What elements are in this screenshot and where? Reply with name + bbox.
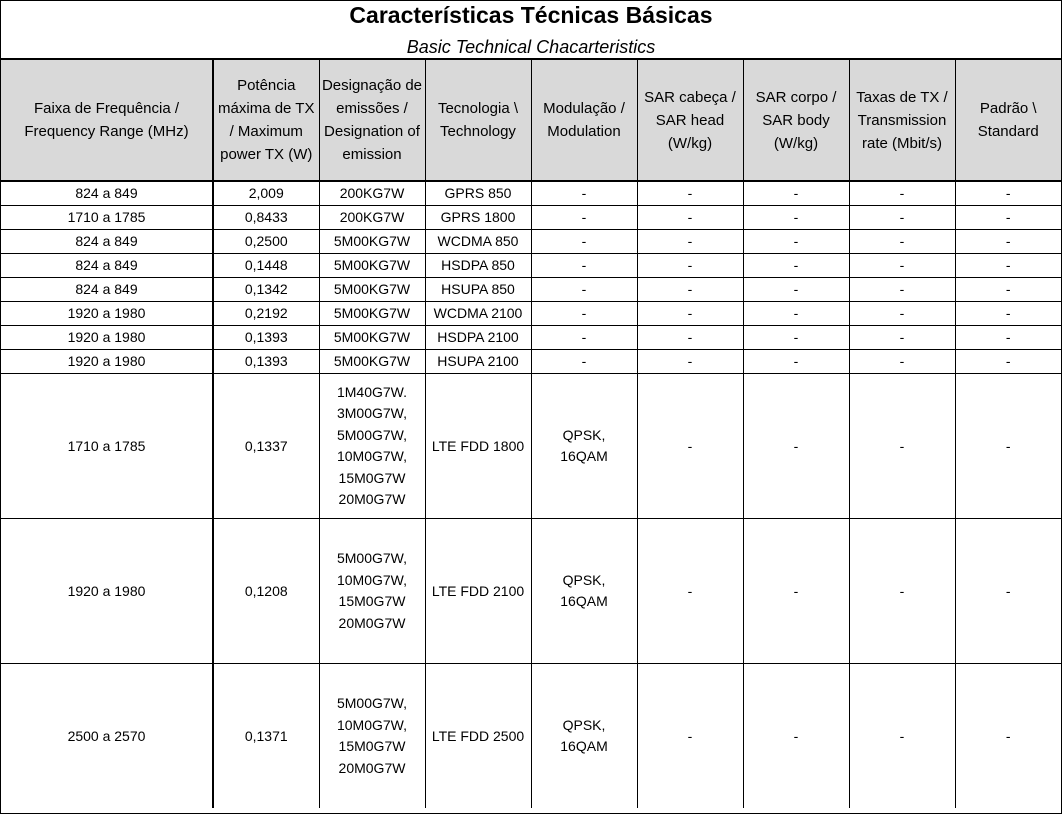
header-standard: Padrão \ Standard bbox=[955, 60, 1061, 181]
technology-cell: WCDMA 850 bbox=[425, 230, 531, 254]
emission-designation-cell: 5M00KG7W bbox=[319, 254, 425, 278]
modulation-cell bbox=[531, 664, 637, 809]
max-power-cell: 0,1208 bbox=[213, 519, 319, 664]
frequency-range-cell: 824 a 849 bbox=[1, 278, 213, 302]
sar-head-cell: - bbox=[637, 664, 743, 809]
technology-cell: HSUPA 2100 bbox=[425, 350, 531, 374]
standard-cell: - bbox=[955, 350, 1061, 374]
modulation-cell: - bbox=[531, 206, 637, 230]
transmission-rate-cell: - bbox=[849, 519, 955, 664]
standard-cell: - bbox=[955, 230, 1061, 254]
emission-designation-cell: 200KG7W bbox=[319, 181, 425, 206]
transmission-rate-cell: - bbox=[849, 230, 955, 254]
max-power-cell: 0,1393 bbox=[213, 326, 319, 350]
page-subtitle: Basic Technical Chacarteristics bbox=[1, 31, 1061, 60]
transmission-rate-cell: - bbox=[849, 302, 955, 326]
page-title: Características Técnicas Básicas bbox=[349, 2, 713, 28]
frequency-range-cell: 1920 a 1980 bbox=[1, 302, 213, 326]
cell-line: 15M0G7W bbox=[338, 469, 406, 486]
max-power-cell: 0,8433 bbox=[213, 206, 319, 230]
emission-designation-cell bbox=[319, 519, 425, 664]
emission-designation-cell: 5M00KG7W bbox=[319, 302, 425, 326]
table-row bbox=[1, 519, 1061, 664]
characteristics-table bbox=[1, 60, 1061, 808]
sar-head-cell: - bbox=[637, 326, 743, 350]
sar-body-cell: - bbox=[743, 230, 849, 254]
sar-head-cell: - bbox=[637, 350, 743, 374]
standard-cell: - bbox=[955, 278, 1061, 302]
modulation-cell: - bbox=[531, 230, 637, 254]
sar-body-cell: - bbox=[743, 374, 849, 519]
cell-line: QPSK, bbox=[562, 717, 606, 733]
cell-line: 15M0G7W bbox=[338, 738, 406, 754]
sar-body-cell: - bbox=[743, 350, 849, 374]
header-technology: Tecnologia \ Technology bbox=[425, 60, 531, 181]
frequency-range-cell: 824 a 849 bbox=[1, 230, 213, 254]
transmission-rate-cell: - bbox=[849, 374, 955, 519]
cell-line: 5M00G7W, bbox=[336, 550, 408, 566]
standard-cell: - bbox=[955, 206, 1061, 230]
max-power-cell: 0,1448 bbox=[213, 254, 319, 278]
table-row bbox=[1, 230, 1061, 254]
transmission-rate-cell: - bbox=[849, 326, 955, 350]
frequency-range-cell: 1920 a 1980 bbox=[1, 350, 213, 374]
cell-line: 10M0G7W, bbox=[336, 716, 408, 733]
transmission-rate-cell: - bbox=[849, 664, 955, 809]
sar-head-cell: - bbox=[637, 230, 743, 254]
sar-body-cell: - bbox=[743, 254, 849, 278]
sar-head-cell: - bbox=[637, 374, 743, 519]
max-power-cell: 0,1337 bbox=[213, 374, 319, 519]
frequency-range-cell: 1920 a 1980 bbox=[1, 326, 213, 350]
sar-head-cell: - bbox=[637, 206, 743, 230]
table-row bbox=[1, 302, 1061, 326]
technology-cell: GPRS 1800 bbox=[425, 206, 531, 230]
emission-designation-cell: 5M00KG7W bbox=[319, 278, 425, 302]
table-row bbox=[1, 326, 1061, 350]
modulation-cell: - bbox=[531, 326, 637, 350]
cell-line: 16QAM bbox=[560, 448, 608, 464]
standard-cell: - bbox=[955, 254, 1061, 278]
modulation-cell: - bbox=[531, 278, 637, 302]
cell-line: 15M0G7W bbox=[338, 593, 406, 609]
header-sar-body: SAR corpo / SAR body (W/kg) bbox=[743, 60, 849, 181]
cell-line: 20M0G7W bbox=[338, 614, 406, 631]
table-row bbox=[1, 374, 1061, 519]
transmission-rate-cell: - bbox=[849, 254, 955, 278]
standard-cell: - bbox=[955, 374, 1061, 519]
table-row bbox=[1, 181, 1061, 206]
technology-cell: LTE FDD 2100 bbox=[425, 519, 531, 664]
header-transmission-rate: Taxas de TX / Transmission rate (Mbit/s) bbox=[849, 60, 955, 181]
standard-cell: - bbox=[955, 302, 1061, 326]
emission-designation-cell: 200KG7W bbox=[319, 206, 425, 230]
table-row bbox=[1, 278, 1061, 302]
emission-designation-cell: 5M00KG7W bbox=[319, 350, 425, 374]
technology-cell: LTE FDD 1800 bbox=[425, 374, 531, 519]
cell-line: 16QAM bbox=[560, 593, 608, 609]
sar-head-cell: - bbox=[637, 181, 743, 206]
frequency-range-cell: 824 a 849 bbox=[1, 181, 213, 206]
technology-cell: LTE FDD 2500 bbox=[425, 664, 531, 809]
technology-cell: GPRS 850 bbox=[425, 181, 531, 206]
header-row bbox=[1, 60, 1061, 181]
max-power-cell: 0,2192 bbox=[213, 302, 319, 326]
cell-line: QPSK, bbox=[562, 427, 606, 443]
sar-body-cell: - bbox=[743, 181, 849, 206]
max-power-cell: 0,2500 bbox=[213, 230, 319, 254]
emission-designation-cell bbox=[319, 374, 425, 519]
max-power-cell: 2,009 bbox=[213, 181, 319, 206]
technology-cell: HSUPA 850 bbox=[425, 278, 531, 302]
sar-head-cell: - bbox=[637, 302, 743, 326]
sar-body-cell: - bbox=[743, 326, 849, 350]
transmission-rate-cell: - bbox=[849, 278, 955, 302]
header-emission-designation: Designação de emissões / Designation of emission bbox=[319, 60, 425, 181]
cell-line: QPSK, bbox=[562, 572, 606, 588]
cell-line: 10M0G7W, bbox=[336, 571, 408, 588]
table-row bbox=[1, 254, 1061, 278]
cell-line: 20M0G7W bbox=[338, 491, 406, 507]
transmission-rate-cell: - bbox=[849, 181, 955, 206]
frequency-range-cell: 2500 a 2570 bbox=[1, 664, 213, 809]
modulation-cell: - bbox=[531, 181, 637, 206]
technology-cell: HSDPA 2100 bbox=[425, 326, 531, 350]
sar-head-cell: - bbox=[637, 278, 743, 302]
sar-body-cell: - bbox=[743, 278, 849, 302]
header-frequency-range: Faixa de Frequência / Frequency Range (MHz) bbox=[1, 60, 213, 181]
technology-cell: HSDPA 850 bbox=[425, 254, 531, 278]
header-modulation: Modulação / Modulation bbox=[531, 60, 637, 181]
header-sar-head: SAR cabeça / SAR head (W/kg) bbox=[637, 60, 743, 181]
modulation-cell: - bbox=[531, 254, 637, 278]
table-row bbox=[1, 664, 1061, 809]
sar-body-cell: - bbox=[743, 206, 849, 230]
cell-line: 5M00G7W, bbox=[336, 426, 408, 443]
emission-designation-cell bbox=[319, 664, 425, 809]
frequency-range-cell: 1710 a 1785 bbox=[1, 374, 213, 519]
standard-cell: - bbox=[955, 519, 1061, 664]
max-power-cell: 0,1371 bbox=[213, 664, 319, 809]
standard-cell: - bbox=[955, 326, 1061, 350]
header-max-power: Potência máxima de TX / Maximum power TX (W) bbox=[213, 60, 319, 181]
modulation-cell: - bbox=[531, 350, 637, 374]
frequency-range-cell: 1710 a 1785 bbox=[1, 206, 213, 230]
table-row bbox=[1, 350, 1061, 374]
standard-cell: - bbox=[955, 181, 1061, 206]
transmission-rate-cell: - bbox=[849, 206, 955, 230]
sar-body-cell: - bbox=[743, 302, 849, 326]
emission-designation-cell: 5M00KG7W bbox=[319, 326, 425, 350]
cell-line: 20M0G7W bbox=[338, 759, 406, 776]
max-power-cell: 0,1393 bbox=[213, 350, 319, 374]
standard-cell: - bbox=[955, 664, 1061, 809]
frequency-range-cell: 824 a 849 bbox=[1, 254, 213, 278]
cell-line: 1M40G7W. bbox=[336, 383, 408, 400]
modulation-cell bbox=[531, 374, 637, 519]
sar-body-cell: - bbox=[743, 664, 849, 809]
cell-line: 16QAM bbox=[560, 738, 608, 754]
table-row bbox=[1, 206, 1061, 230]
technology-cell: WCDMA 2100 bbox=[425, 302, 531, 326]
max-power-cell: 0,1342 bbox=[213, 278, 319, 302]
emission-designation-cell: 5M00KG7W bbox=[319, 230, 425, 254]
frequency-range-cell: 1920 a 1980 bbox=[1, 519, 213, 664]
cell-line: 3M00G7W, bbox=[336, 405, 408, 421]
sar-head-cell: - bbox=[637, 519, 743, 664]
cell-line: 10M0G7W, bbox=[336, 448, 408, 464]
modulation-cell: - bbox=[531, 302, 637, 326]
transmission-rate-cell: - bbox=[849, 350, 955, 374]
sar-body-cell: - bbox=[743, 519, 849, 664]
sar-head-cell: - bbox=[637, 254, 743, 278]
modulation-cell bbox=[531, 519, 637, 664]
cell-line: 5M00G7W, bbox=[336, 695, 408, 711]
